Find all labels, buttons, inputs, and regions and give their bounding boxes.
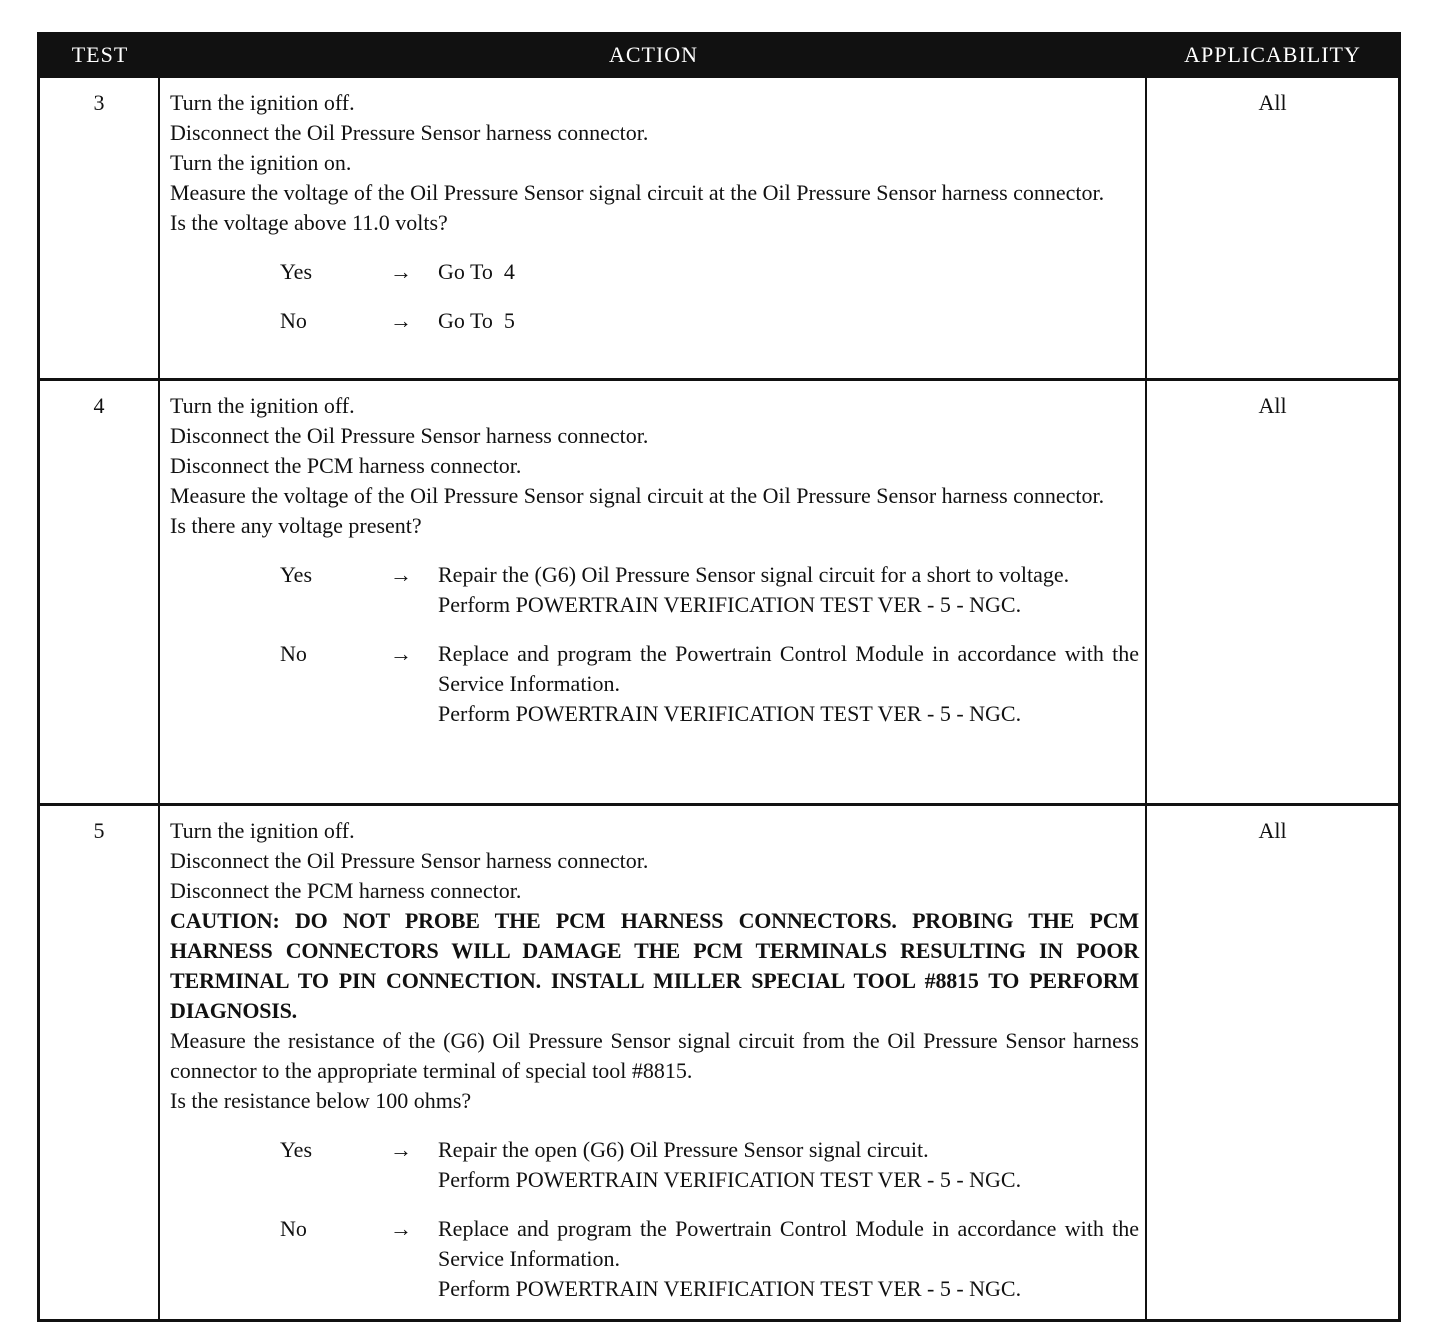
branch-no [170, 306, 1139, 336]
branch-label: No [280, 308, 307, 333]
test-row-3 [40, 75, 1398, 378]
branch-label: Yes [280, 562, 313, 587]
branch-text-line: Repair the open (G6) Oil Pressure Sensor signal circuit. [438, 1137, 929, 1162]
action-line: Disconnect the Oil Pressure Sensor harness connector. [170, 848, 649, 873]
action-line: Is the voltage above 11.0 volts? [170, 210, 448, 235]
branch-label: No [280, 1216, 307, 1241]
diagnostic-test-table [37, 32, 1401, 1322]
header-test: TEST [71, 42, 129, 67]
branch-yes [170, 1135, 1139, 1195]
action-line: Measure the voltage of the Oil Pressure Sensor signal circuit at the Oil Pressure Sensor harness connector. [170, 180, 1105, 205]
branch-text [438, 639, 1139, 729]
branch-text-line: Perform POWERTRAIN VERIFICATION TEST VER - 5 - NGC. [438, 592, 1022, 617]
action-cell [160, 78, 1147, 378]
header-action: ACTION [608, 42, 699, 67]
branch-text: Go To 4 [438, 259, 515, 284]
action-line: Disconnect the Oil Pressure Sensor harness connector. [170, 423, 649, 448]
test-number: 4 [40, 381, 160, 803]
branch-no [170, 639, 1139, 729]
test-number: 3 [40, 78, 160, 378]
branch-text [438, 560, 1139, 620]
action-line: Turn the ignition off. [170, 818, 355, 843]
test-number: 5 [40, 806, 160, 1319]
applicability-cell: All [1258, 393, 1287, 418]
applicability-cell: All [1258, 90, 1287, 115]
arrow-right-icon: → [390, 1216, 412, 1241]
branch-text-line: Perform POWERTRAIN VERIFICATION TEST VER - 5 - NGC. [438, 1276, 1022, 1301]
branch-label: Yes [280, 1137, 313, 1162]
branch-yes [170, 560, 1139, 620]
branch-text-line: Perform POWERTRAIN VERIFICATION TEST VER - 5 - NGC. [438, 1167, 1022, 1192]
action-line: Measure the voltage of the Oil Pressure Sensor signal circuit at the Oil Pressure Sensor harness connector. [170, 483, 1105, 508]
action-line: Disconnect the PCM harness connector. [170, 453, 522, 478]
branch-text [438, 1135, 1139, 1195]
action-line: Measure the resistance of the (G6) Oil Pressure Sensor signal circuit from the Oil Pressure Sensor harness connector to the appropriate terminal of special tool #8815. [170, 1028, 1139, 1083]
branch-text-line: Replace and program the Powertrain Control Module in accordance with the Service Information. [438, 1216, 1139, 1271]
branch-text [438, 1214, 1139, 1304]
branch-label: No [280, 641, 307, 666]
arrow-right-icon: → [390, 562, 412, 587]
action-line: Turn the ignition off. [170, 90, 355, 115]
action-line: Turn the ignition on. [170, 150, 352, 175]
branch-list [170, 1135, 1139, 1308]
branch-text-line: Replace and program the Powertrain Control Module in accordance with the Service Information. [438, 641, 1139, 696]
header-applicability: APPLICABILITY [1184, 42, 1361, 67]
action-line: Disconnect the PCM harness connector. [170, 878, 522, 903]
table-header [40, 35, 1398, 75]
branch-yes [170, 257, 1139, 287]
action-line: Is the resistance below 100 ohms? [170, 1088, 472, 1113]
branch-no [170, 1214, 1139, 1304]
branch-text: Go To 5 [438, 308, 515, 333]
arrow-right-icon: → [390, 641, 412, 666]
action-cell [160, 806, 1147, 1319]
arrow-right-icon: → [390, 308, 412, 333]
branch-text-line: Perform POWERTRAIN VERIFICATION TEST VER - 5 - NGC. [438, 701, 1022, 726]
applicability-cell: All [1258, 818, 1287, 843]
test-row-5 [40, 803, 1398, 1319]
test-row-4 [40, 378, 1398, 803]
arrow-right-icon: → [390, 1137, 412, 1162]
action-line: Turn the ignition off. [170, 393, 355, 418]
branch-label: Yes [280, 259, 313, 284]
branch-list [170, 560, 1139, 733]
arrow-right-icon: → [390, 259, 412, 284]
caution-text: CAUTION: DO NOT PROBE THE PCM HARNESS CONNECTORS. PROBING THE PCM HARNESS CONNECTORS WILL DAMAGE THE PCM TERMINALS RESULTING IN POOR TERMINAL TO PIN CONNECTION. INSTALL MILLER SPECIAL TOOL #8815 TO PERFORM DIAGNOSIS. [170, 908, 1139, 1023]
branch-text-line: Repair the (G6) Oil Pressure Sensor signal circuit for a short to voltage. [438, 562, 1070, 587]
action-line: Disconnect the Oil Pressure Sensor harness connector. [170, 120, 649, 145]
action-cell [160, 381, 1147, 803]
action-line: Is there any voltage present? [170, 513, 422, 538]
branch-list [170, 257, 1139, 340]
